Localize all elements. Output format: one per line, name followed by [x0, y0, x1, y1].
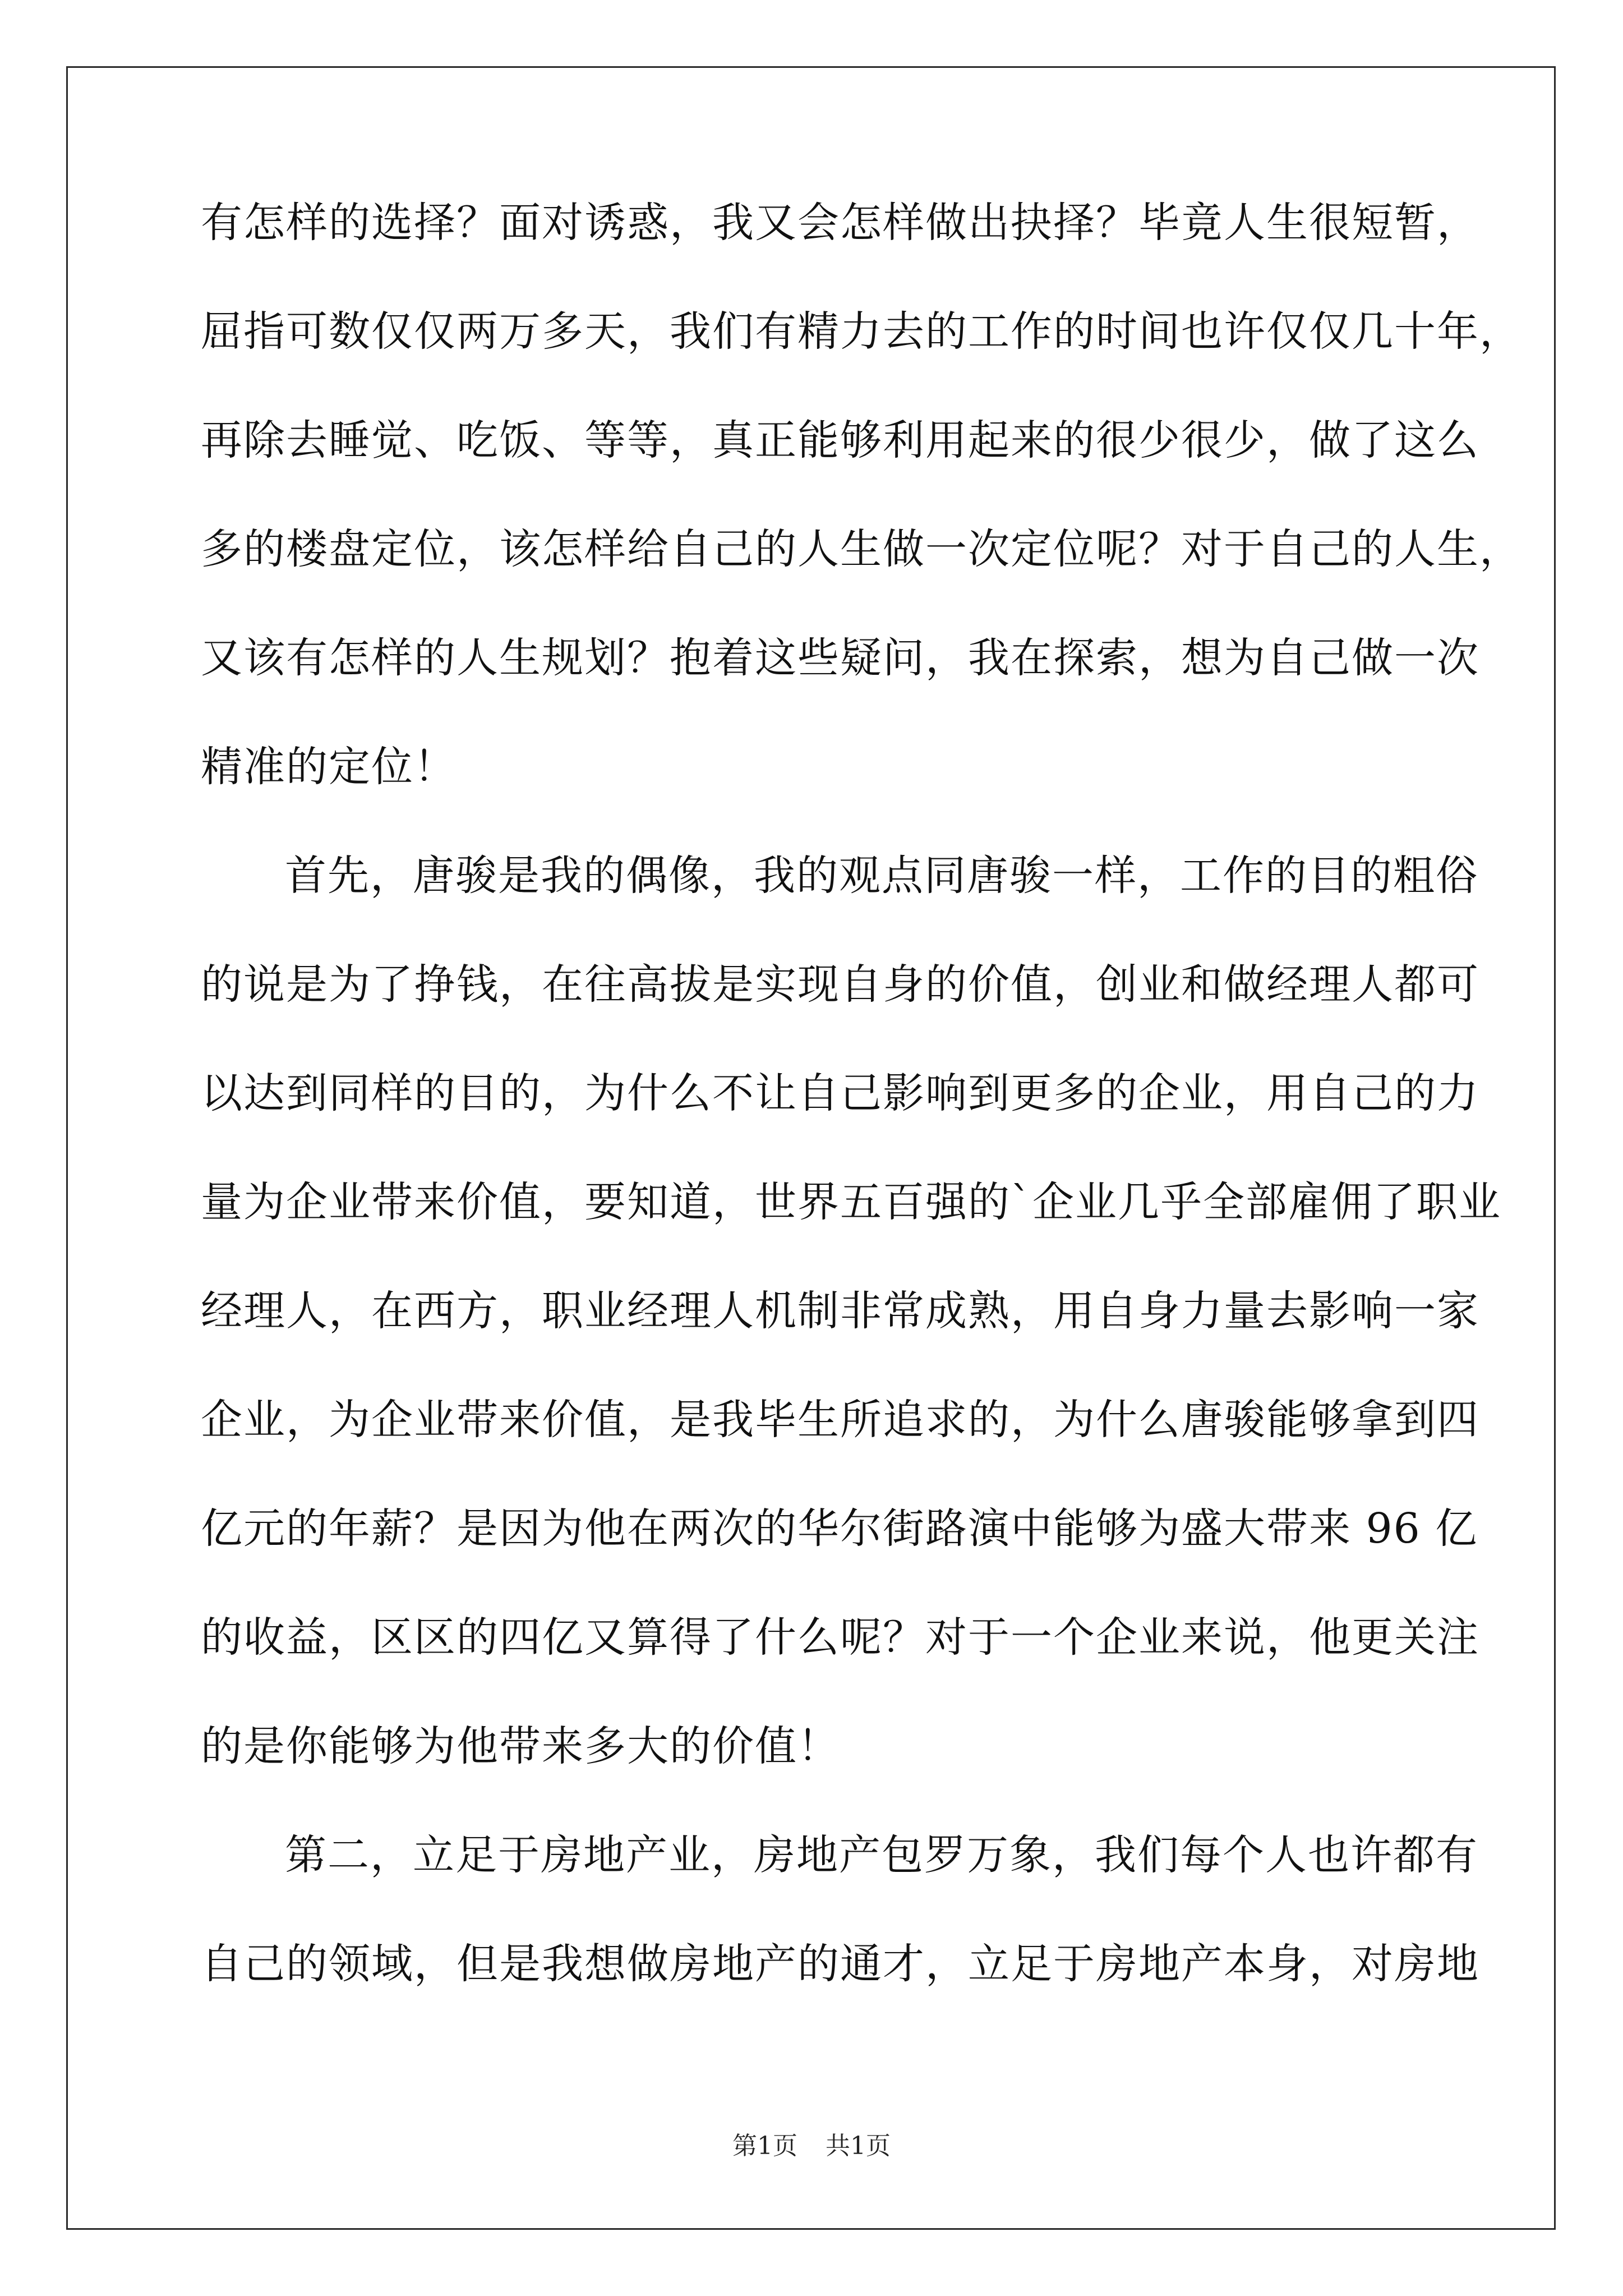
text-line: 以达到同样的目的，为什么不让自己影响到更多的企业，用自己的力 — [201, 1069, 1479, 1117]
text-line: 量为企业带来价值，要知道，世界五百强的`企业几乎全部雇佣了职业 — [201, 1178, 1501, 1226]
text-line: 又该有怎样的人生规划？抱着这些疑问，我在探索，想为自己做一次 — [201, 634, 1479, 682]
text-line: 多的楼盘定位，该怎样给自己的人生做一次定位呢？对于自己的人生， — [201, 525, 1522, 573]
page-footer — [0, 2132, 1623, 2161]
text-line: 的是你能够为他带来多大的价值！ — [201, 1722, 840, 1770]
text-line: 的说是为了挣钱，在往高拔是实现自身的价值，创业和做经理人都可 — [201, 960, 1479, 1009]
paragraph-first-line: 第二，立足于房地产业，房地产包罗万象，我们每个人也许都有 — [285, 1831, 1478, 1879]
page-current: 第1页 — [732, 2132, 797, 2160]
text-line: 再除去睡觉、吃饭、等等，真正能够利用起来的很少很少，做了这么 — [201, 416, 1479, 464]
text-line: 企业，为企业带来价值，是我毕生所追求的，为什么唐骏能够拿到四 — [201, 1396, 1479, 1444]
document-body — [201, 199, 1522, 2049]
paragraph-first-line: 首先，唐骏是我的偶像，我的观点同唐骏一样，工作的目的粗俗 — [285, 852, 1478, 900]
text-line: 有怎样的选择？面对诱惑，我又会怎样做出抉择？毕竟人生很短暂， — [201, 199, 1479, 247]
text-line: 亿元的年薪？是因为他在两次的华尔街路演中能够为盛大带来 96 亿 — [201, 1504, 1478, 1553]
page-total: 共1页 — [826, 2132, 891, 2160]
text-line: 屈指可数仅仅两万多天，我们有精力去的工作的时间也许仅仅几十年， — [201, 307, 1522, 356]
text-line: 经理人，在西方，职业经理人机制非常成熟，用自身力量去影响一家 — [201, 1287, 1479, 1335]
text-line: 的收益，区区的四亿又算得了什么呢？对于一个企业来说，他更关注 — [201, 1613, 1479, 1662]
text-line: 自己的领域，但是我想做房地产的通才，立足于房地产本身，对房地 — [201, 1940, 1479, 1988]
text-line: 精准的定位！ — [201, 743, 457, 791]
